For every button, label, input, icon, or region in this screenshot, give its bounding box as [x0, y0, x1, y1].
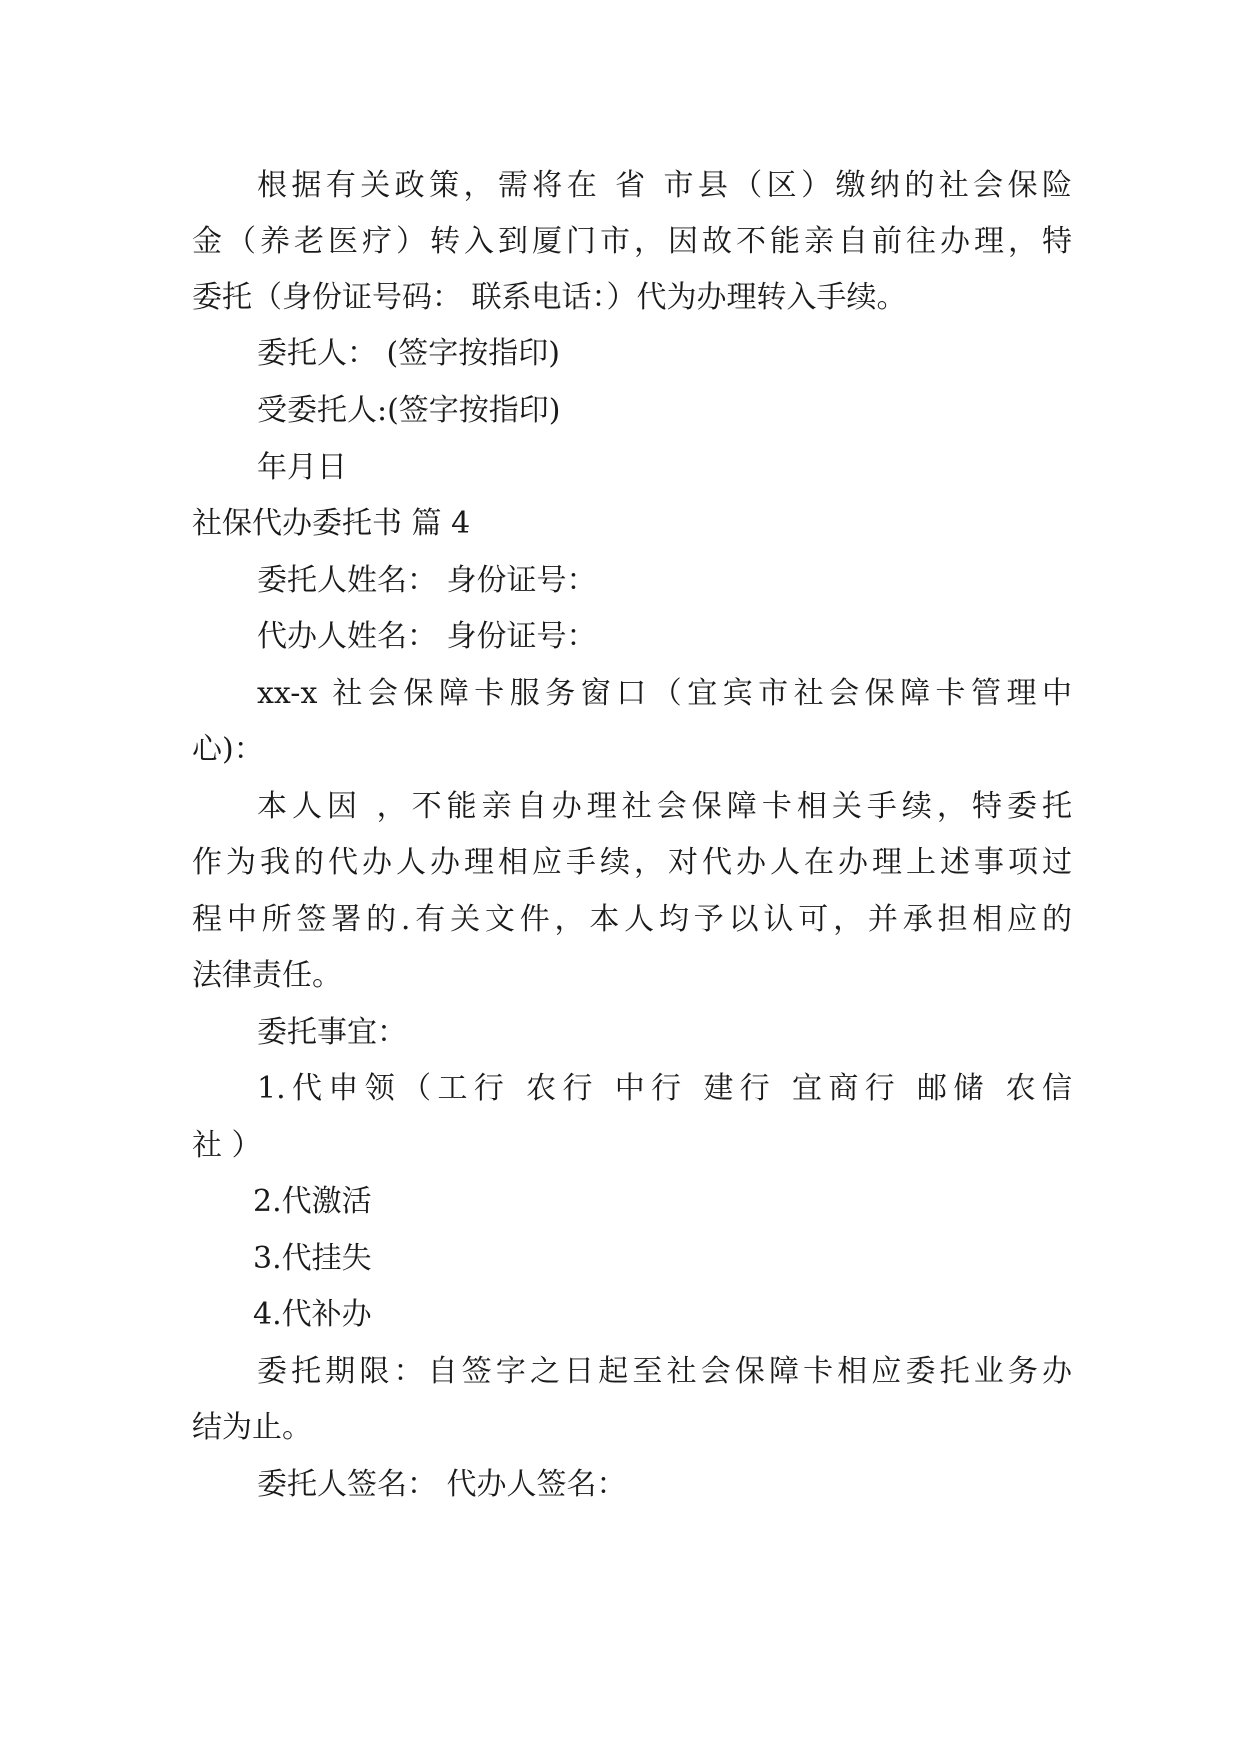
date-line: 年月日	[257, 450, 347, 485]
paragraph-line: 心)：	[192, 732, 264, 767]
list-item-continuation: 社 ）	[192, 1128, 262, 1163]
paragraph-line: 结为止。	[192, 1410, 312, 1445]
paragraph-line: 委托期限：自签字之日起至社会保障卡相应委托业务办	[257, 1354, 1072, 1389]
paragraph-line: 法律责任。	[192, 958, 342, 993]
paragraph-line: 委托人姓名： 身份证号：	[257, 563, 597, 598]
list-item: 2.代激活	[253, 1184, 372, 1219]
paragraph-line: 受委托人:(签字按指印)	[257, 393, 561, 428]
paragraph-line: 委托人： (签字按指印)	[257, 336, 560, 371]
paragraph-line: 委托（身份证号码： 联系电话：）代为办理转入手续。	[192, 280, 907, 315]
signature-line: 委托人签名： 代办人签名：	[257, 1467, 627, 1502]
paragraph-line: 委托事宜：	[257, 1015, 407, 1050]
paragraph-line: 根据有关政策，需将在 省 市县（区）缴纳的社会保险	[257, 168, 1072, 203]
paragraph-line: 程中所签署的.有关文件，本人均予以认可，并承担相应的	[192, 902, 1072, 937]
paragraph-line: 金（养老医疗）转入到厦门市，因故不能亲自前往办理，特	[192, 224, 1072, 259]
list-item: 3.代挂失	[253, 1241, 372, 1276]
list-item: 4.代补办	[253, 1297, 372, 1332]
section-heading: 社保代办委托书 篇 4	[192, 506, 471, 541]
paragraph-line: xx-x 社会保障卡服务窗口（宜宾市社会保障卡管理中	[257, 676, 1072, 711]
paragraph-line: 本人因 ，不能亲自办理社会保障卡相关手续，特委托	[257, 789, 1072, 824]
paragraph-line: 作为我的代办人办理相应手续，对代办人在办理上述事项过	[192, 845, 1072, 880]
paragraph-line: 代办人姓名： 身份证号：	[257, 619, 597, 654]
list-item: 1.代申领（工行 农行 中行 建行 宜商行 邮储 农信	[257, 1071, 1072, 1106]
